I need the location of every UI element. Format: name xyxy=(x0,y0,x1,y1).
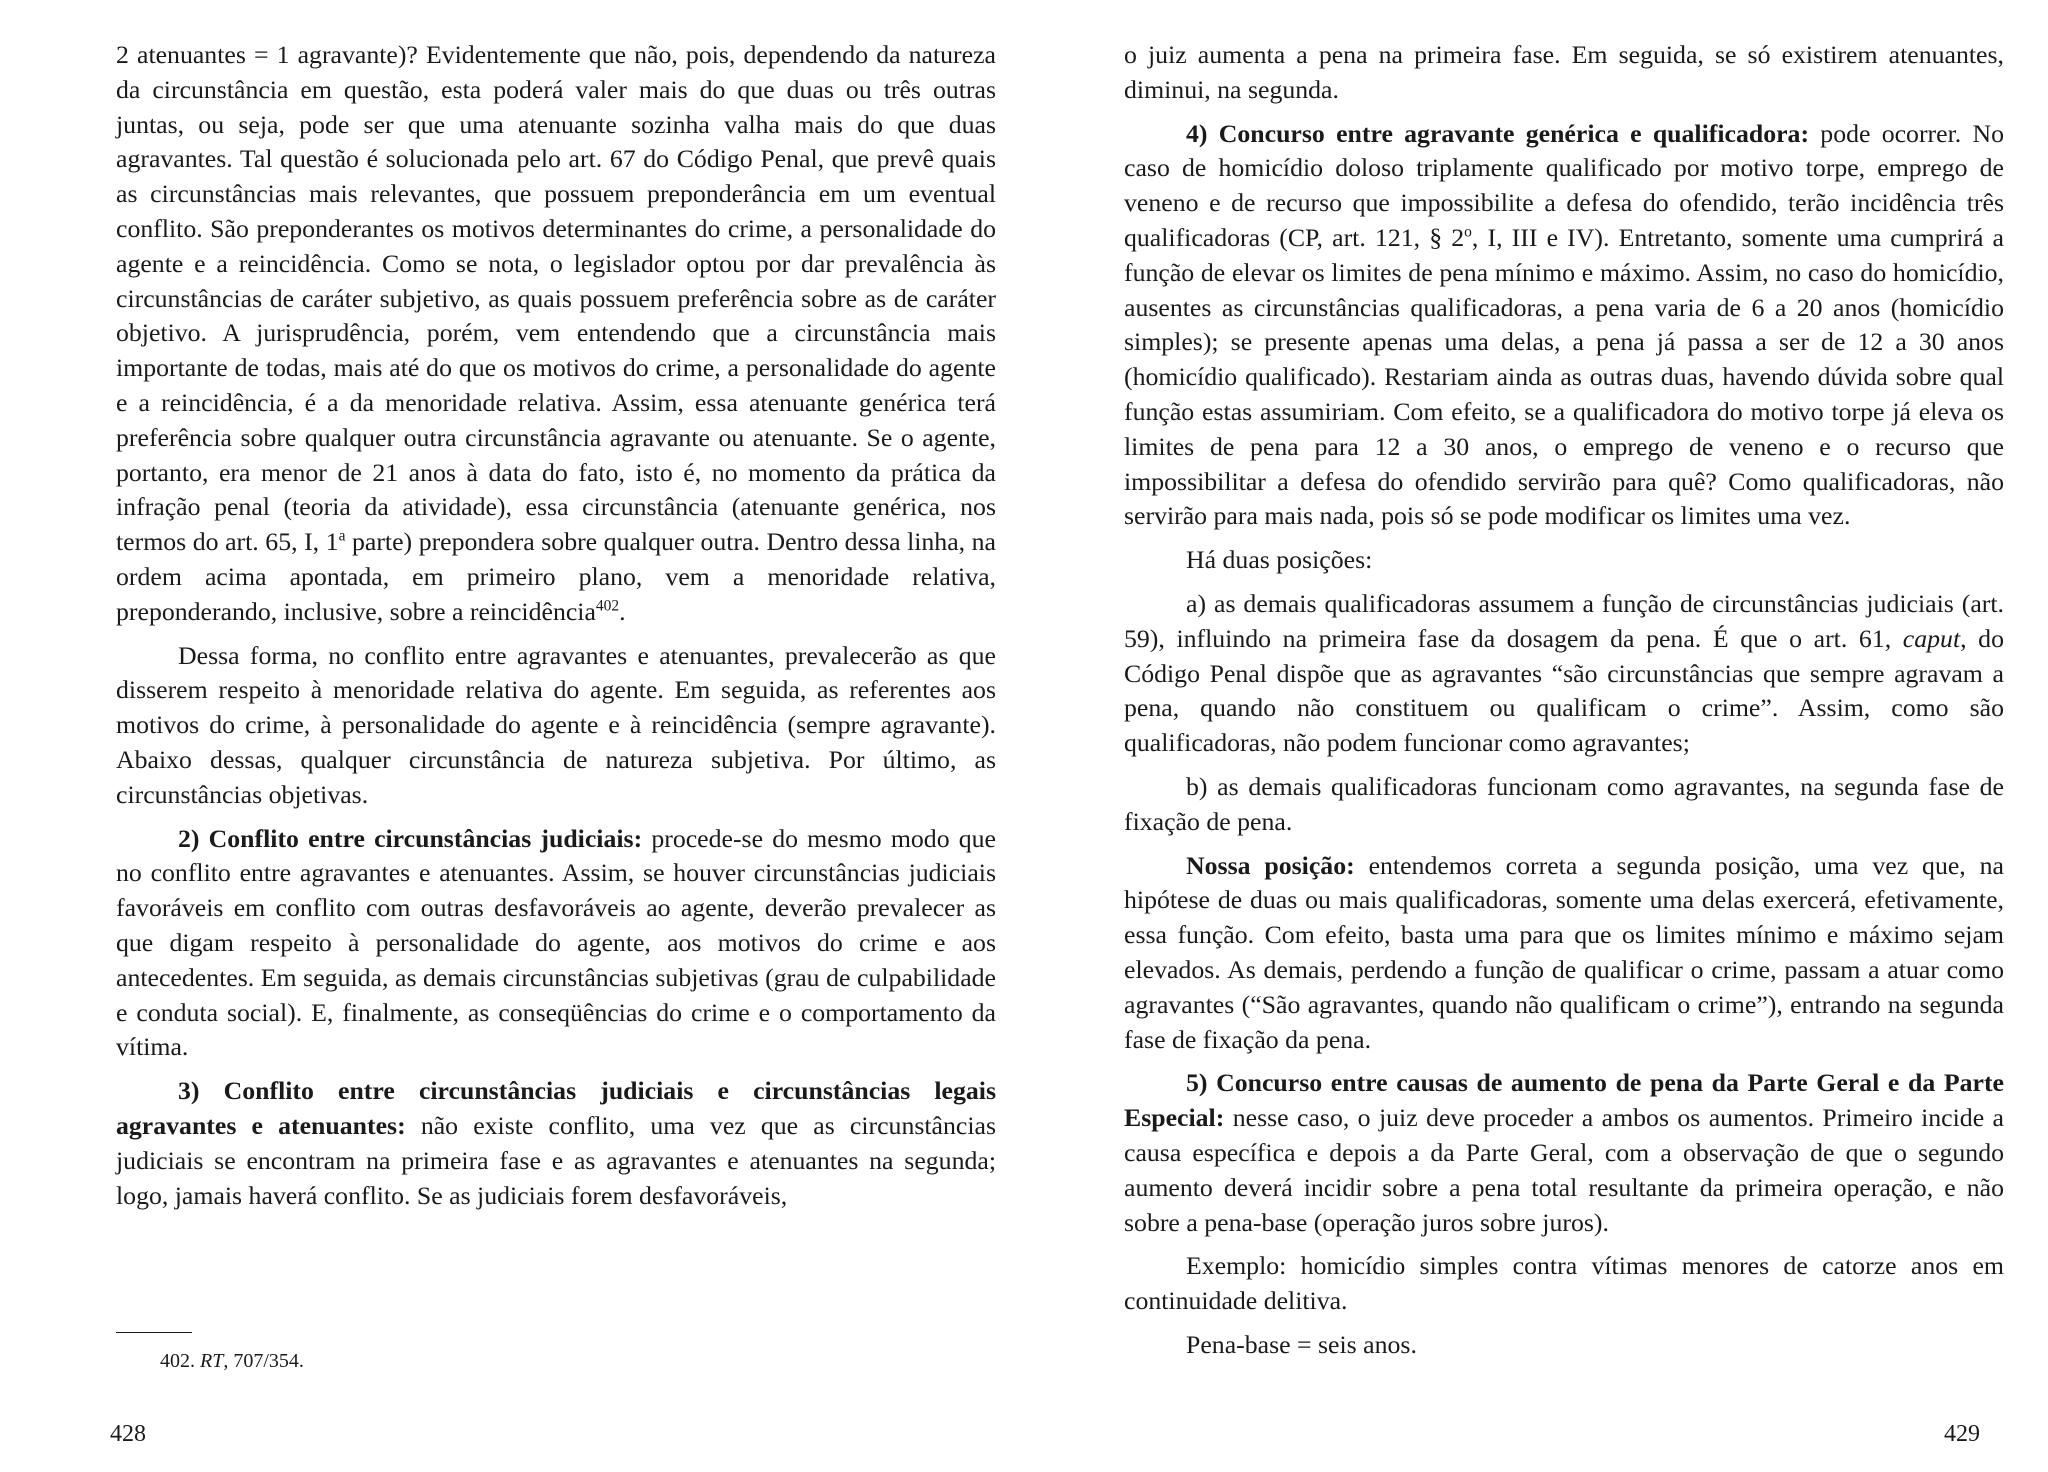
right-paragraph-5: b) as demais qualificadoras funcionam como agravantes, na segunda fase de fixação de pena. xyxy=(1124,771,2004,836)
section-heading-5: 5) Concurso entre causas de aumento de pena da Parte Geral e da Parte Especial: xyxy=(1124,1068,2004,1133)
right-paragraph-4: a) as demais qualificadoras assumem a função de circunstâncias judiciais (art. 59), influindo na primeira fase da dosagem da pena. É que o art. 61, caput, do Código Penal dispõe que as agravantes “são circunstâncias que sempre agravam a pena, quando não constituem ou qualificam o crime”. Assim, como são qualificadoras, não podem funcionar como agravantes; xyxy=(1124,588,2004,758)
page-number-right: 429 xyxy=(1944,1421,1980,1447)
right-paragraph-7: 5) Concurso entre causas de aumento de pena da Parte Geral e da Parte Especial: nesse caso, o juiz deve proceder a ambos os aumentos. Primeiro incide a causa específica e depois a da Parte Geral, com a observação de que o segundo aumento deverá incidir sobre a pena total resultante da primeira operação, e não sobre a pena-base (operação juros sobre juros). xyxy=(1124,1068,2004,1237)
right-paragraph-3: Há duas posições: xyxy=(1186,545,1373,575)
left-paragraph-2: Dessa forma, no conflito entre agravantes e atenuantes, prevalecerão as que disserem respeito à menoridade relativa do agente. Em seguida, as referentes aos motivos do crime, à personalidade do agente e à reincidência (sempre agravante). Abaixo dessas, qualquer circunstância de natureza subjetiva. Por último, as circunstâncias objetivas. xyxy=(116,640,996,809)
right-paragraph-8: Exemplo: homicídio simples contra vítimas menores de catorze anos em continuidade delitiva. xyxy=(1124,1251,2004,1316)
right-paragraph-9: Pena-base = seis anos. xyxy=(1186,1329,1417,1359)
left-page xyxy=(116,38,996,1213)
page-number-left: 428 xyxy=(110,1421,146,1447)
left-paragraph-3: 2) Conflito entre circunstâncias judiciais: procede-se do mesmo modo que no conflito entre agravantes e atenuantes. Assim, se houver circunstâncias judiciais favoráveis em conflito com outras desfavoráveis ao agente, deverão prevalecer as que digam respeito à personalidade do agente, aos motivos do crime e aos antecedentes. Em seguida, as demais circunstâncias subjetivas (grau de culpabilidade e conduta social). E, finalmente, as conseqüências do crime e o comportamento da vítima. xyxy=(116,823,996,1062)
our-position-label: Nossa posição: xyxy=(1186,850,1355,880)
footnote: 402. RT, 707/354. xyxy=(160,1350,304,1372)
left-paragraph-4: 3) Conflito entre circunstâncias judiciais e circunstâncias legais agravantes e atenuantes: não existe conflito, uma vez que as circunstâncias judiciais se encontram na primeira fase e as agravantes e atenuantes na segunda; logo, jamais haverá conflito. Se as judiciais forem desfavoráveis, xyxy=(116,1076,997,1210)
right-paragraph-6: Nossa posição: entendemos correta a segunda posição, uma vez que, na hipótese de duas ou mais qualificadoras, somente uma delas exercerá, efetivamente, essa função. Com efeito, basta uma para que os limites mínimo e máximo sejam elevados. As demais, perdendo a função de qualificar o crime, passam a atuar como agravantes (“São agravantes, quando não qualificam o crime”), entrando na segunda fase de fixação da pena. xyxy=(1124,850,2004,1054)
section-heading-2: 2) Conflito entre circunstâncias judiciais: xyxy=(178,823,643,853)
section-heading-3: 3) Conflito entre circunstâncias judiciais e circunstâncias legais agravantes e atenuantes: xyxy=(116,1076,996,1140)
right-paragraph-2: 4) Concurso entre agravante genérica e qualificadora: pode ocorrer. No caso de homicídio doloso triplamente qualificado por motivo torpe, emprego de veneno e de recurso que impossibilite a defesa do ofendido, terão incidência três qualificadoras (CP, art. 121, § 2$^o$, I, III e IV). Entretanto, somente uma cumprirá a função de elevar os limites de pena mínimo e máximo. Assim, no caso do homicídio, ausentes as circunstâncias qualificadoras, a pena varia de 6 a 20 anos (homicídio simples); se presente apenas uma delas, a pena já passa a ser de 12 a 30 anos (homicídio qualificado). Restariam ainda as outras duas, havendo dúvida sobre qual função estas assumiriam. Com efeito, se a qualificadora do motivo torpe já eleva os limites de pena para 12 a 30 anos, o emprego de veneno e o recurso que impossibilitar a defesa do ofendido servirão para quê? Como qualificadoras, não servirão para mais nada, pois só se pode modificar os limites uma vez. xyxy=(1124,118,2004,531)
footnote-divider xyxy=(116,1332,192,1333)
right-paragraph-1: o juiz aumenta a pena na primeira fase. Em seguida, se só existirem atenuantes, diminui, na segunda. xyxy=(1124,40,2004,104)
section-heading-4: 4) Concurso entre agravante genérica e qualificadora: xyxy=(1186,118,1810,148)
right-page xyxy=(1124,38,2004,1363)
footnote-reference: 402 xyxy=(595,597,620,615)
left-paragraph-1: 2 atenuantes = 1 agravante)? Evidentemente que não, pois, dependendo da natureza da circunstância em questão, esta poderá valer mais do que duas ou três outras juntas, ou seja, pode ser que uma atenuante sozinha valha mais do que duas agravantes. Tal questão é solucionada pelo art. 67 do Código Penal, que prevê quais as circunstâncias mais relevantes, que possuem preponderância em um eventual conflito. São preponderantes os motivos determinantes do crime, a personalidade do agente e a reincidência. Como se nota, o legislador optou por dar prevalência às circunstâncias de caráter subjetivo, as quais possuem preferência sobre as de caráter objetivo. A jurisprudência, porém, vem entendendo que a circunstância mais importante de todas, mais até do que os motivos do crime, a personalidade do agente e a reincidência, é a da menoridade relativa. Assim, essa atenuante genérica terá preferência sobre qualquer outra circunstância agravante ou atenuante. Se o agente, portanto, era menor de 21 anos à data do fato, isto é, no momento da prática da infração penal (teoria da atividade), essa circunstância (atenuante genérica, nos termos do art. 65, I, 1$^a$ parte) prepondera sobre qualquer outra. Dentro dessa linha, na ordem acima apontada, em primeiro plano, vem a menoridade relativa, preponderando, inclusive, sobre a reincidência$^{402}$. xyxy=(116,40,996,626)
